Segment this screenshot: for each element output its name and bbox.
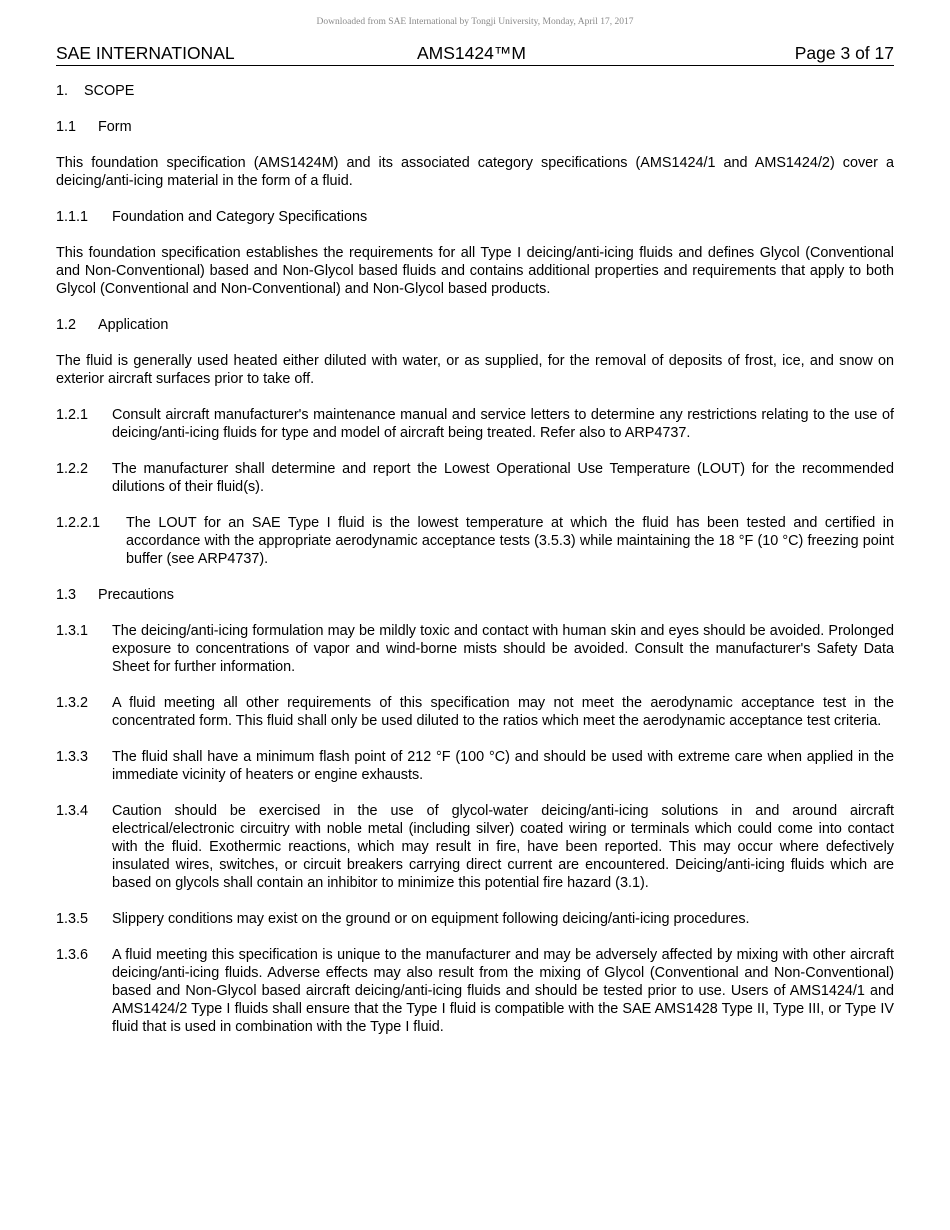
clause-number: 1.2.2.1	[56, 515, 101, 531]
section-number: 1.3	[56, 587, 77, 603]
section-title: Application	[98, 317, 169, 333]
clause-text: The fluid shall have a minimum flash point of 212 °F (100 °C) and should be used with extreme care when applied in the immediate vicinity of heaters or engine exhausts.	[112, 749, 894, 783]
paragraph-1-1-1: This foundation specification establishes the requirements for all Type I deicing/anti-icing fluids and defines Glycol (Conventional and Non-Conventional) based and Non-Glycol based fluids and contains additional properties and requirements that apply to both Glycol (Conventional and Non-Conventional) and Non-Glycol based products.	[56, 245, 894, 297]
header-page-number: Page 3 of 17	[794, 43, 894, 63]
clause-1-2-1	[56, 406, 894, 442]
section-heading-1-2	[56, 316, 894, 334]
section-number: 1.2	[56, 317, 77, 333]
clause-number: 1.3.1	[56, 623, 89, 639]
clause-number: 1.2.2	[56, 461, 89, 477]
clause-text: A fluid meeting this specification is unique to the manufacturer and may be adversely affected by mixing with other aircraft deicing/anti-icing fluids. Adverse effects may also result from the mixing of Glycol (Conventional and Non-Conventional) based and Non-Glycol based aircraft deicing/anti-icing fluids and should be tested prior to use. Users of AMS1424/1 and AMS1424/2 Type I fluids shall ensure that the Type I fluid is compatible with the SAE AMS1428 Type II, Type III, or Type IV fluid that is used in combination with the Type I fluid.	[112, 947, 894, 1035]
section-title: Foundation and Category Specifications	[112, 209, 368, 225]
section-title: SCOPE	[84, 83, 135, 99]
download-watermark: Downloaded from SAE International by Tongji University, Monday, April 17, 2017	[316, 17, 634, 27]
clause-text: Slippery conditions may exist on the ground or on equipment following deicing/anti-icing procedures.	[112, 911, 750, 927]
section-number: 1.1.1	[56, 209, 89, 225]
paragraph-1-1: This foundation specification (AMS1424M) and its associated category specifications (AMS1424/1 and AMS1424/2) cover a deicing/anti-icing material in the form of a fluid.	[56, 155, 894, 189]
section-number: 1.1	[56, 119, 77, 135]
paragraph-1-2: The fluid is generally used heated either diluted with water, or as supplied, for the removal of deposits of frost, ice, and snow on exterior aircraft surfaces prior to take off.	[56, 353, 894, 387]
clause-number: 1.3.2	[56, 695, 89, 711]
page-header	[56, 43, 894, 66]
clause-text: The manufacturer shall determine and report the Lowest Operational Use Temperature (LOUT) for the recommended dilutions of their fluid(s).	[112, 461, 894, 495]
section-heading-1	[56, 82, 894, 100]
header-organization: SAE INTERNATIONAL	[56, 43, 235, 63]
clause-1-2-2-1	[56, 514, 894, 568]
clause-number: 1.3.4	[56, 803, 89, 819]
section-heading-1-1	[56, 118, 894, 136]
clause-text: Caution should be exercised in the use of glycol-water deicing/anti-icing solutions in and around aircraft electrical/electronic circuitry with noble metal (including silver) coated wiring or terminals which could come into contact with the fluid. Exothermic reactions, which may result in fire, have been reported. This may occur where defectively insulated wires, switches, or circuit breakers carrying direct current are encountered. Deicing/anti-icing fluids which are based on glycols shall contain an inhibitor to minimize this potential fire hazard (3.1).	[112, 803, 894, 891]
clause-1-3-5	[56, 910, 894, 928]
clause-text: The LOUT for an SAE Type I fluid is the lowest temperature at which the fluid has been tested and certified in accordance with the appropriate aerodynamic acceptance tests (3.5.3) while maintaining the 18 °F (10 °C) freezing point buffer (see ARP4737).	[126, 515, 894, 567]
section-title: Precautions	[98, 587, 174, 603]
clause-1-3-6	[56, 946, 894, 1036]
section-heading-1-3	[56, 586, 894, 604]
document-body	[56, 82, 894, 1054]
clause-number: 1.3.3	[56, 749, 89, 765]
section-heading-1-1-1	[56, 208, 894, 226]
clause-text: Consult aircraft manufacturer's maintenance manual and service letters to determine any restrictions relating to the use of deicing/anti-icing fluids for type and model of aircraft being treated. Refer also to ARP4737.	[112, 407, 894, 441]
section-title: Form	[98, 119, 132, 135]
clause-number: 1.3.5	[56, 911, 89, 927]
clause-1-3-3	[56, 748, 894, 784]
clause-1-3-4	[56, 802, 894, 892]
clause-1-2-2	[56, 460, 894, 496]
clause-1-3-1	[56, 622, 894, 676]
header-document-number: AMS1424™M	[417, 43, 526, 63]
clause-text: The deicing/anti-icing formulation may be mildly toxic and contact with human skin and eyes should be avoided. Prolonged exposure to concentrations of vapor and wind-borne mists should be avoided. Consult the manufacturer's Safety Data Sheet for further information.	[112, 623, 894, 675]
clause-number: 1.2.1	[56, 407, 89, 423]
clause-text: A fluid meeting all other requirements of this specification may not meet the aerodynamic acceptance test in the concentrated form. This fluid shall only be used diluted to the ratios which meet the aerodynamic acceptance test criteria.	[112, 695, 894, 729]
section-number: 1.	[56, 83, 69, 99]
clause-1-3-2	[56, 694, 894, 730]
clause-number: 1.3.6	[56, 947, 89, 963]
